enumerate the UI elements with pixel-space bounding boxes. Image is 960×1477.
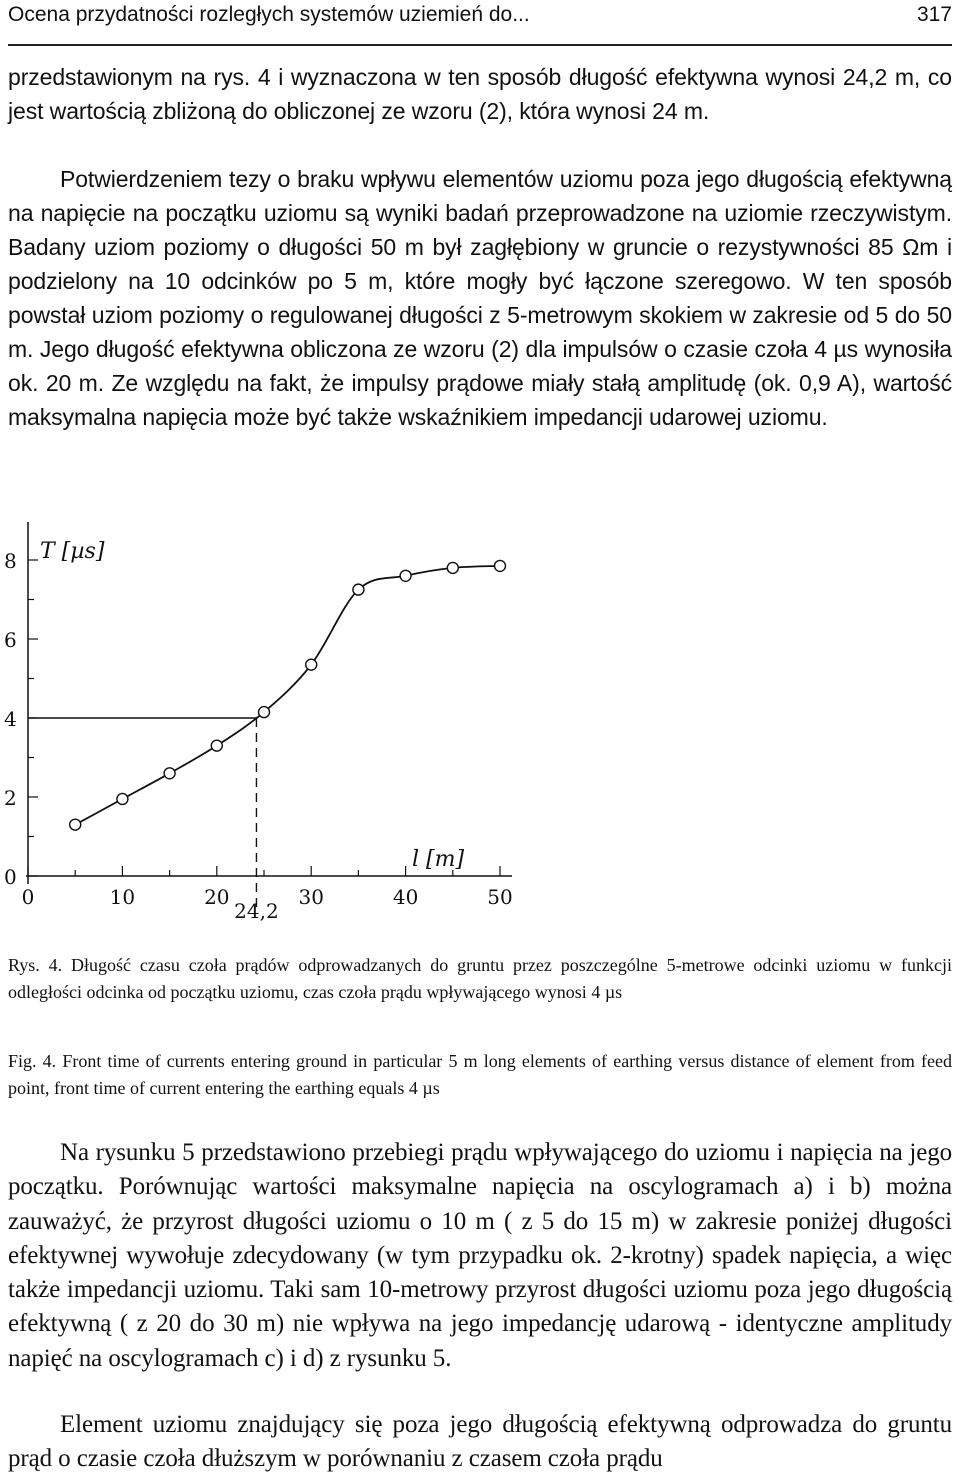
page-header <box>8 0 952 46</box>
y-tick-label: 6 <box>4 628 17 652</box>
data-curve <box>75 566 500 825</box>
figure-4-chart <box>0 500 960 940</box>
page-number: 317 <box>916 3 952 26</box>
data-point <box>353 584 364 595</box>
data-point <box>306 659 317 670</box>
data-point <box>447 562 458 573</box>
paragraph-continuation: przedstawionym na rys. 4 i wyznaczona w ten sposób długość efektywna wynosi 24,2 m, co jest wartością zbliżoną do obliczonej ze wzoru (2), która wynosi 24 m. <box>8 64 952 124</box>
figure-caption-en: Fig. 4. Front time of currents entering ground in particular 5 m long elements of earthing versus distance of element from feed point, front time of current entering the earthing equals 4 µs <box>8 1051 952 1098</box>
x-tick-label: 30 <box>298 885 324 909</box>
reference-x-label: 24,2 <box>234 899 279 923</box>
paragraph-figure-5: Na rysunku 5 przedstawiono przebiegi prądu wpływającego do uziomu i napięcia na jego początku. Porównując wartości maksymalne napięcia na oscylogramach a) i b) można zauważyć, że przyrost długości uziomu o 10 m ( z 5 do 15 m) w zakresie poniżej długości efektywnej wywołuje zdecydowany (w tym przypadku ok. 2-krotny) spadek napięcia, a więc także impedancji uziomu. Taki sam 10-metrowy przyrost długości uziomu poza jego długością efektywną ( z 20 do 30 m) nie wpływa na jego impedancję udarową - identyczne amplitudy napięć na oscylogramach c) i d) z rysunku 5. <box>8 1139 952 1372</box>
x-tick-label: 50 <box>487 885 513 909</box>
x-axis-label: l [m] <box>412 847 465 872</box>
running-title: Ocena przydatności rozległych systemów uziemień do... <box>8 3 530 26</box>
paragraph-field-test: Potwierdzeniem tezy o braku wpływu elementów uziomu poza jego długością efektywną na napięcie na początku uziomu są wyniki badań przeprowadzone na uziomie rzeczywistym. Badany uziom poziomy o długości 50 m był zagłębiony w gruncie o rezystywności 85 Ωm i podzielony na 10 odcinków po 5 m, które mogły być łączone szeregowo. W ten sposób powstał uziom poziomy o regulowanej długości z 5-metrowym skokiem w zakresie od 5 do 50 m. Jego długość efektywna obliczona ze wzoru (2) dla impulsów o czasie czoła 4 µs wynosiła ok. 20 m. Ze względu na fakt, że impulsy prądowe miały stałą amplitudę (ok. 0,9 A), wartość maksymalna napięcia może być także wskaźnikiem impedancji udarowej uziomu. <box>8 166 952 430</box>
figure-caption-pl: Rys. 4. Długość czasu czoła prądów odprowadzanych do gruntu przez poszczególne 5-metrowe odcinki uziomu w funkcji odległości odcinka od początku uziomu, czas czoła prądu wpływającego wynosi 4 µs <box>8 955 952 1002</box>
y-axis-label: T [µs] <box>40 539 105 564</box>
data-point <box>400 570 411 581</box>
data-point <box>117 793 128 804</box>
y-tick-label: 2 <box>4 786 17 810</box>
data-point <box>211 740 222 751</box>
x-tick-label: 20 <box>204 885 230 909</box>
data-point <box>495 560 506 571</box>
y-tick-label: 8 <box>4 549 17 573</box>
y-tick-label: 0 <box>4 865 17 889</box>
x-tick-label: 10 <box>109 885 136 909</box>
data-point <box>70 819 81 830</box>
y-tick-label: 4 <box>4 707 17 731</box>
x-tick-label: 40 <box>392 885 419 909</box>
data-point <box>259 707 270 718</box>
data-point <box>164 768 175 779</box>
paragraph-element-beyond: Element uziomu znajdujący się poza jego długością efektywną odprowadza do gruntu prąd o czasie czoła dłuższym w porównaniu z czasem czoła prądu <box>8 1411 952 1473</box>
x-tick-label: 0 <box>21 885 35 909</box>
